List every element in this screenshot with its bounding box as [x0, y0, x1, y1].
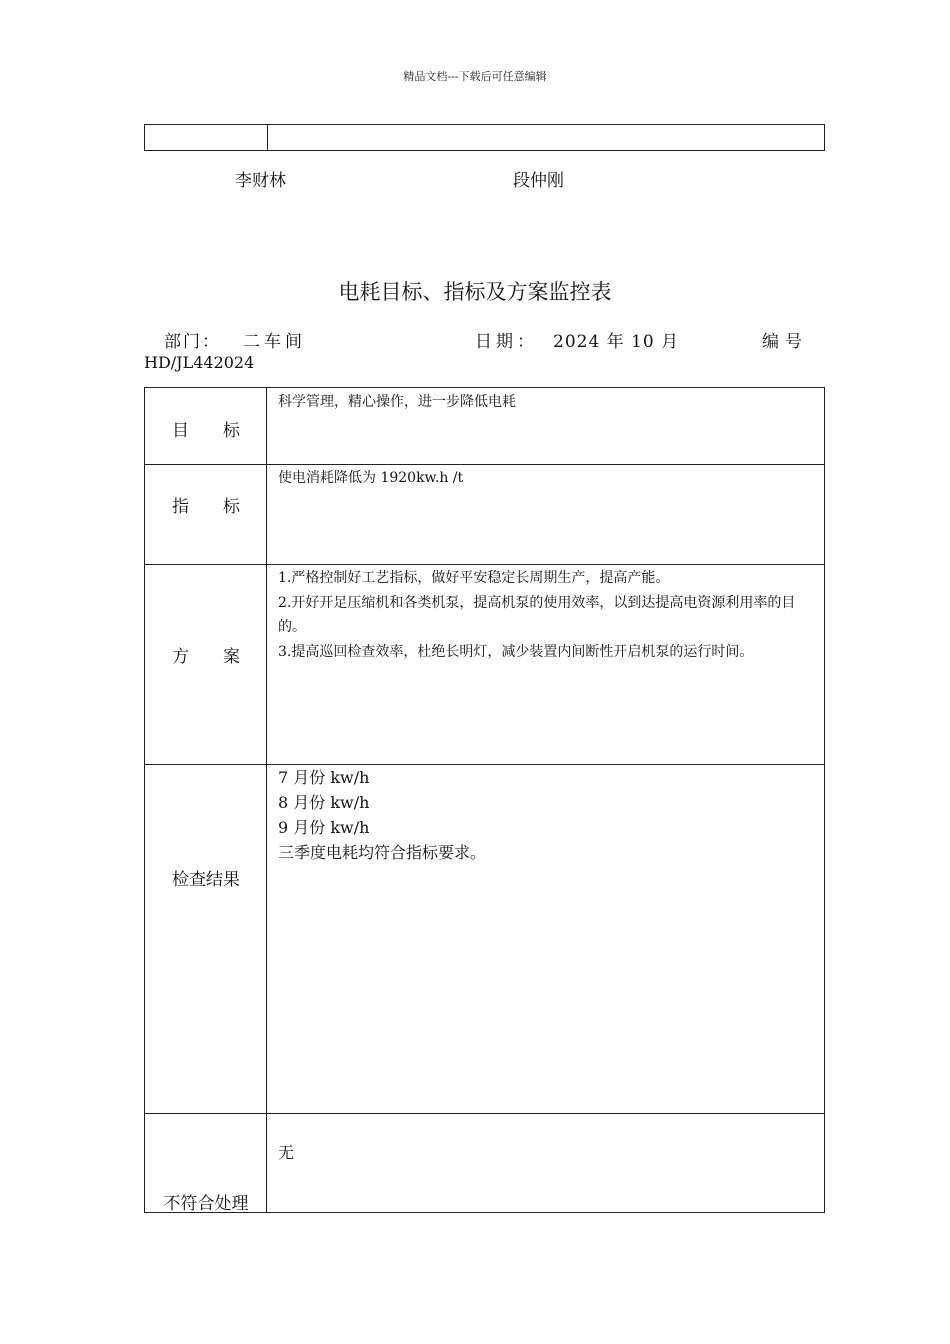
value-line: 无: [278, 1143, 295, 1162]
value-line: 科学管理，精心操作，进一步降低电耗: [278, 394, 516, 410]
value-line: 7 月份 kw/h: [278, 768, 370, 787]
row-nonconformance: [145, 1113, 824, 1212]
department-value: 二车间: [243, 332, 306, 352]
row-label: 检查结果: [172, 870, 240, 890]
row-value: [278, 1140, 816, 1165]
signature-right: 段仲刚: [513, 171, 564, 191]
row-label-cell: [145, 564, 267, 764]
date-label: 日期：: [475, 332, 538, 352]
row-label-cell: [145, 464, 267, 564]
department-label: 部门：: [164, 332, 221, 352]
row-label-cell: [145, 764, 267, 1113]
value-line: 8 月份 kw/h: [278, 793, 370, 812]
date-value: 2024 年 10 月: [553, 332, 680, 352]
monitor-table: [144, 387, 825, 1213]
value-line: 三季度电耗均符合指标要求。: [278, 843, 487, 862]
value-line: 9 月份 kw/h: [278, 818, 370, 837]
row-value: [278, 466, 816, 491]
row-value: [278, 390, 816, 415]
value-line: 2.开好开足压缩机和各类机泵，提高机泵的使用效率，以到达提高电资源利用率的目的。: [278, 594, 796, 635]
value-line: 3.提高巡回检查效率，杜绝长明灯，减少装置内间断性开启机泵的运行时间。: [278, 643, 754, 660]
row-label-cell: [145, 1113, 267, 1212]
number-label: 编号: [762, 332, 808, 352]
value-line: 使电消耗降低为 1920kw.h /t: [278, 470, 464, 486]
header-note: 精品文档---下载后可任意编辑: [403, 70, 547, 83]
row-value: [278, 765, 816, 865]
row-label: 目 标: [172, 421, 240, 441]
row-label: 指 标: [172, 497, 240, 517]
row-label: 不符合处理: [163, 1194, 249, 1214]
row-label-cell: [145, 388, 267, 464]
page-title: 电耗目标、指标及方案监控表: [338, 280, 612, 304]
row-check-result: [145, 764, 824, 1114]
signature-left: 李财林: [235, 171, 286, 191]
row-target: [145, 388, 824, 465]
row-label: 方 案: [172, 647, 240, 667]
row-indicator: [145, 464, 824, 565]
value-line: 1.严格控制好工艺指标，做好平安稳定长周期生产，提高产能。: [278, 570, 670, 586]
row-value: [278, 566, 816, 664]
top-table: [144, 124, 825, 151]
number-value: HD/JL442024: [144, 353, 255, 372]
row-plan: [145, 564, 824, 765]
top-table-divider: [267, 125, 268, 150]
